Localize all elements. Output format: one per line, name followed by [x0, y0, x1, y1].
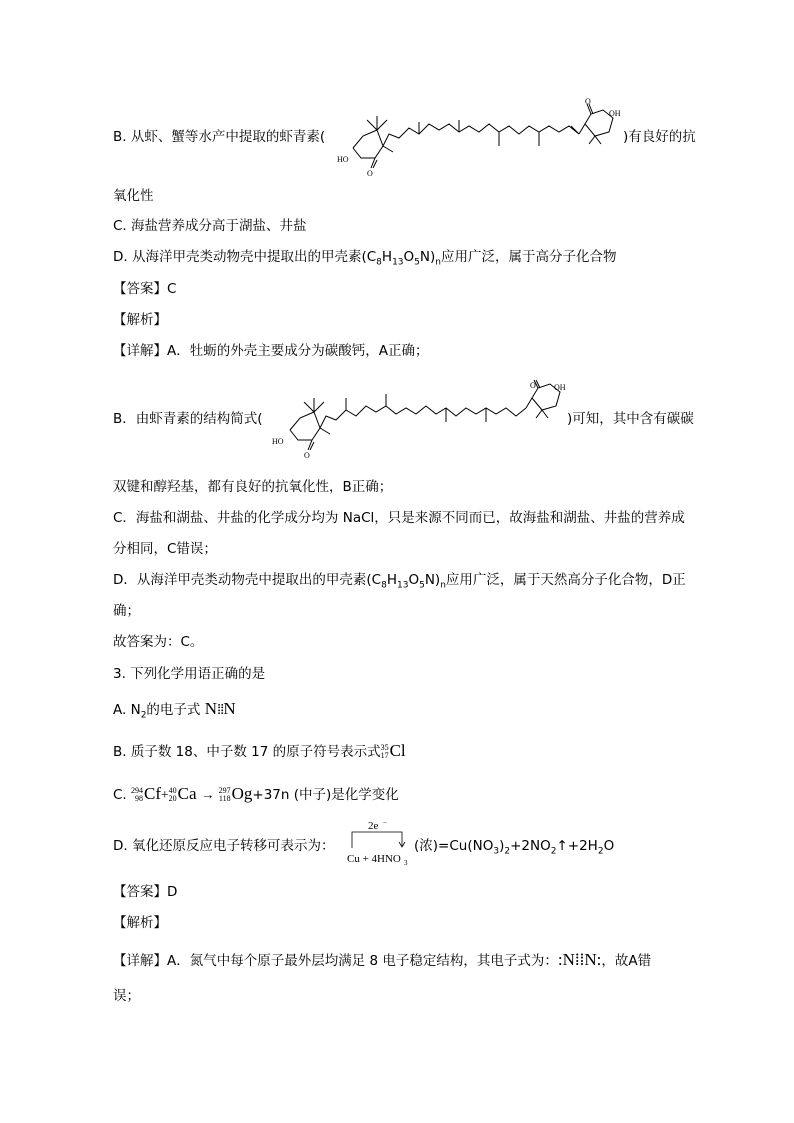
exp-d-h: H: [386, 572, 397, 588]
q3b-text: B. 质子数 18、中子数 17 的原子符号表示式: [113, 744, 381, 760]
exp-d-prefix: D．从海洋甲壳类动物壳中提取出的甲壳素(C: [113, 572, 382, 588]
plus-sign: +: [161, 787, 169, 802]
q3d-sub2: 2: [504, 846, 511, 857]
q3a-n-right: N: [223, 699, 236, 718]
option-b-prefix: B. 从虾、蟹等水产中提取的虾青素(: [113, 129, 326, 145]
cf-z: 98: [135, 794, 144, 803]
detail-2: [113, 950, 651, 971]
electron-count: 2e: [368, 820, 379, 832]
analysis-2: [113, 913, 167, 933]
option-b-suffix: )有良好的抗: [623, 129, 696, 145]
q3c-tail: +37n (中子)是化学变化: [252, 787, 399, 803]
og-mass: 297: [218, 786, 231, 795]
exp-c-line2: 分相同，C错误；: [113, 541, 217, 557]
q3d-tail2: ): [499, 838, 505, 854]
exp-b-cont: 双键和醇羟基，都有良好的抗氧化性，B正确；: [113, 479, 393, 495]
q3-option-c: [113, 784, 399, 805]
hydroxyl-label-left-2: HO: [272, 437, 284, 446]
reactants-sub: 3: [404, 859, 408, 867]
sub-13: 13: [392, 257, 404, 268]
explanation-c-line2: [113, 539, 217, 559]
option-b-cont-text: 氧化性: [113, 188, 154, 204]
option-d-rest: 应用广泛，属于高分子化合物: [440, 249, 617, 265]
conclusion-text: 故答案为：C。: [113, 634, 204, 650]
detail-text-2: A．氮气中每个原子最外层均满足 8 电子稳定结构，其电子式为：: [167, 953, 558, 969]
q3a-prefix: A. N: [113, 702, 141, 718]
detail-label-2: 【详解】: [113, 953, 167, 969]
answer-2: [113, 882, 177, 902]
ca-z: 20: [168, 794, 177, 803]
sub-n: n: [435, 257, 441, 268]
analysis-label-2: 【解析】: [113, 915, 167, 931]
n2-electron-formula: :N⁞⁞N:: [557, 950, 602, 969]
exp-b-prefix: B．由虾青素的结构简式(: [113, 411, 263, 427]
explanation-b-line: [113, 409, 263, 429]
exp-d-cont: 确；: [113, 603, 140, 619]
cf-mass: 294: [131, 786, 144, 795]
explanation-d-continuation: [113, 601, 140, 621]
answer-label-2: 【答案】: [113, 884, 167, 900]
electron-sign: −: [383, 820, 387, 827]
exp-d-n: N): [424, 572, 441, 588]
option-b-line: [113, 127, 325, 147]
oxygen-label-right: O: [585, 97, 591, 106]
option-d-n: N): [419, 249, 436, 265]
option-d-prefix: D. 从海洋甲壳类动物壳中提取出的甲壳素(C: [113, 249, 377, 265]
q3d-tail1: (浓)=Cu(NO: [414, 838, 494, 854]
exp-d-rest: 应用广泛，属于天然高分子化合物，D正: [445, 572, 686, 588]
sub-8: 8: [376, 257, 382, 268]
q3b-symbol: Cl: [389, 741, 406, 760]
q3-option-a: [113, 699, 236, 720]
answer-label: 【答案】: [113, 281, 167, 297]
q3-title-text: 3. 下列化学用语正确的是: [113, 666, 266, 682]
question-3-title: [113, 664, 265, 684]
q3b-atomic: 17: [380, 751, 389, 760]
sub-5: 5: [414, 257, 420, 268]
q3d-sub1: 3: [493, 846, 500, 857]
option-d-line: [113, 247, 616, 267]
oxygen-label-left: O: [367, 169, 373, 178]
q3d-tail5: O: [603, 838, 615, 854]
oxygen-label-right-2: O: [530, 381, 536, 390]
reaction-arrow: →: [200, 787, 215, 802]
q3d-prefix: D. 氧化还原反应电子转移可表示为：: [113, 838, 335, 854]
exp-d-o: O: [408, 572, 420, 588]
detail-tail-2: ，故A错: [601, 953, 652, 969]
q3-option-b: [113, 741, 406, 762]
q3a-dots: ⁞⁞: [217, 702, 224, 718]
detail-cont-2: 误；: [113, 988, 140, 1004]
og-symbol: Og: [231, 784, 253, 803]
conclusion-line: [113, 632, 203, 652]
q3a-n-left: N: [204, 699, 217, 718]
hydroxyl-label-left: HO: [337, 155, 349, 164]
q3c-prefix: C.: [113, 787, 127, 803]
option-d-h: H: [381, 249, 393, 265]
option-c-text: C. 海盐营养成分高于湖盐、井盐: [113, 218, 307, 234]
hydroxyl-label-right: OH: [609, 109, 621, 118]
sub-8: 8: [381, 580, 387, 591]
option-c-line: [113, 216, 307, 236]
q3c-ca-numbers: [169, 787, 177, 803]
ca-symbol: Ca: [177, 784, 197, 803]
og-z: 118: [218, 794, 231, 803]
q3d-sub3: 2: [550, 846, 557, 857]
q3c-cf-numbers: [131, 787, 143, 803]
sub-n: n: [440, 580, 446, 591]
astaxanthin-structure-1: [333, 96, 623, 182]
astaxanthin-structure-2: [270, 378, 570, 464]
sub-5: 5: [419, 580, 425, 591]
electron-transfer-diagram: [346, 820, 414, 872]
exp-c-line1: C．海盐和湖盐、井盐的化学成分均为 NaCl，只是来源不同而已，故海盐和湖盐、井盐的营养成: [113, 510, 685, 526]
q3d-tail4: ↑+2H: [556, 838, 598, 854]
explanation-d-line: [113, 570, 686, 590]
sub-13: 13: [396, 580, 409, 591]
answer-value-2: D: [167, 884, 178, 900]
exp-b-suffix: )可知，其中含有碳碳: [567, 411, 694, 427]
option-b-suffix-line: [623, 127, 696, 147]
q3c-og-numbers: [219, 787, 231, 803]
option-d-o: O: [403, 249, 415, 265]
analysis-label: 【解析】: [113, 312, 167, 328]
hydroxyl-label-right-2: OH: [554, 383, 566, 392]
oxygen-label-left-2: O: [304, 451, 310, 460]
detail-label: 【详解】: [113, 343, 167, 359]
detail-2-continuation: [113, 986, 140, 1006]
q3b-nuclide-numbers: [381, 744, 389, 760]
q3a-sub: 2: [140, 710, 147, 721]
q3-option-d: [113, 836, 334, 856]
cf-symbol: Cf: [144, 784, 162, 803]
q3-option-d-tail: [414, 836, 614, 856]
analysis-1: [113, 310, 167, 330]
explanation-b-continuation: [113, 477, 392, 497]
detail-text: A．牡蛎的外壳主要成分为碳酸钙，A正确；: [167, 343, 429, 359]
ca-mass: 40: [168, 786, 177, 795]
explanation-b-suffix-line: [567, 409, 694, 429]
option-b-continuation: [113, 186, 154, 206]
answer-1: [113, 279, 176, 299]
answer-value: C: [167, 281, 177, 297]
q3a-text: 的电子式: [146, 702, 201, 718]
q3b-mass: 35: [380, 743, 389, 752]
explanation-c-line1: [113, 508, 685, 528]
q3d-sub4: 2: [597, 846, 604, 857]
reactants-text: Cu + 4HNO: [347, 853, 401, 865]
q3d-tail3: +2NO: [510, 838, 551, 854]
detail-1: [113, 341, 428, 361]
